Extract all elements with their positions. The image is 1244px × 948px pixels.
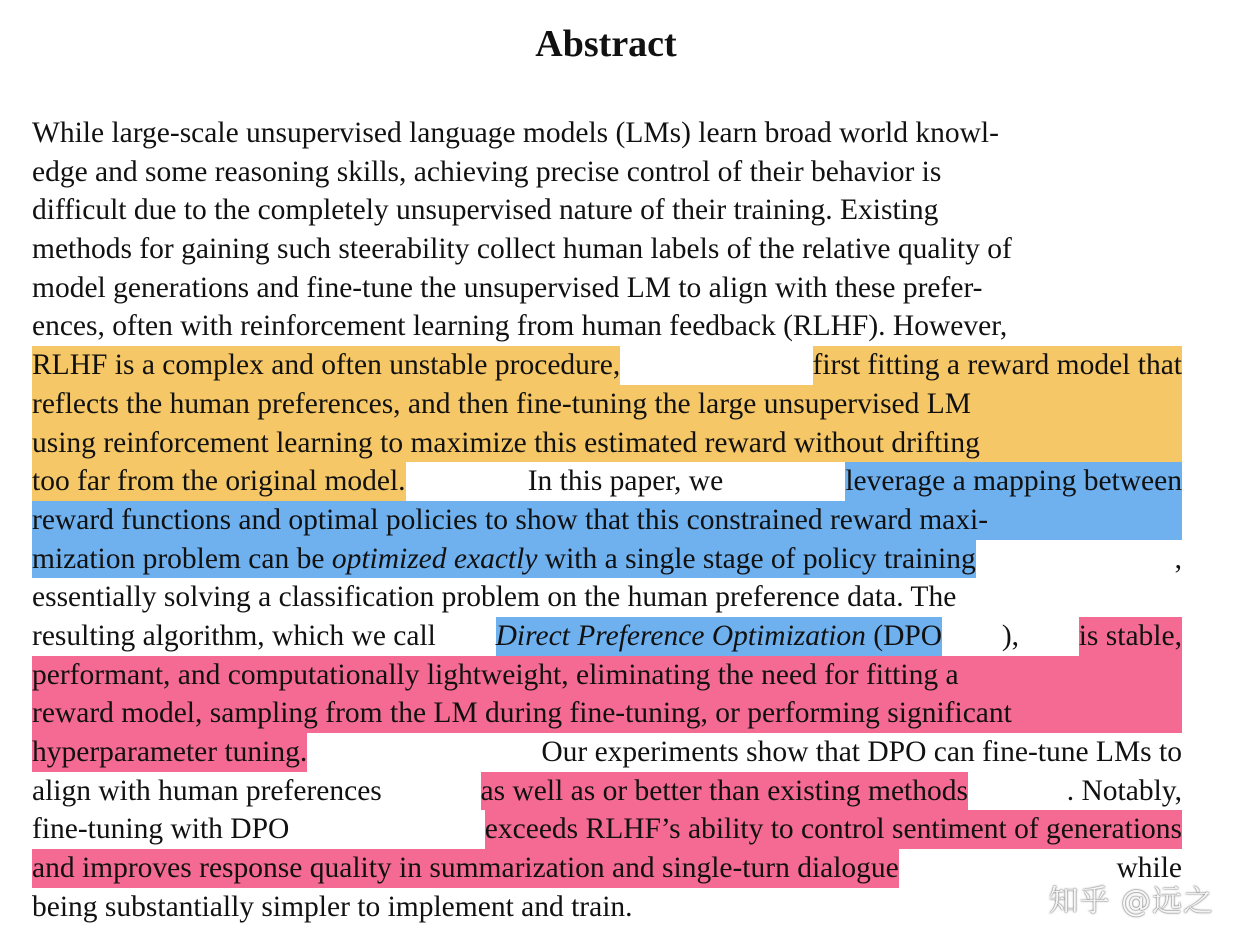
abstract-body: [32, 114, 1182, 926]
text-segment: mization problem can be: [32, 542, 325, 575]
highlight-yellow: first fitting a reward model that: [813, 346, 1182, 385]
text-segment: reflects the human preferences, and then fine-tuning the large unsupervised LM: [32, 387, 972, 420]
text-line: [32, 733, 1182, 772]
text-segment: fine-tuning with DPO: [32, 813, 290, 846]
text-line-highlight-yellow: [32, 385, 1182, 424]
text-segment: being substantially simpler to implement and train.: [32, 890, 633, 923]
highlight-blue: [496, 617, 943, 656]
highlight-pink: hyperparameter tuning.: [32, 733, 307, 772]
highlight-yellow: too far from the original model.: [32, 462, 406, 501]
text-segment: ences, often with reinforcement learning from human feedback (RLHF). However,: [32, 310, 1008, 343]
text-segment: reward functions and optimal policies to show that this constrained reward maxi-: [32, 503, 989, 536]
text-line-highlight-blue: [32, 501, 1182, 540]
text-segment: (DPO: [873, 619, 943, 652]
text-line: [32, 269, 1182, 308]
text-segment: with a single stage of policy training: [544, 542, 976, 575]
highlight-pink: is stable,: [1079, 617, 1182, 656]
italic-text: Direct Preference Optimization: [495, 619, 866, 652]
highlight-blue: [32, 540, 976, 579]
highlight-pink: as well as or better than existing methods: [481, 772, 968, 811]
text-line-highlight-pink: [32, 656, 1182, 695]
text-segment: performant, and computationally lightweight, eliminating the need for fitting a: [32, 658, 959, 691]
text-line: [32, 307, 1182, 346]
text-segment: essentially solving a classification problem on the human preference data. The: [32, 581, 957, 614]
highlight-pink: exceeds RLHF’s ability to control sentiment of generations: [485, 810, 1182, 849]
text-segment: While large-scale unsupervised language models (LMs) learn broad world knowl-: [32, 117, 999, 149]
text-segment: ),: [1001, 619, 1020, 652]
text-segment: model generations and fine-tune the unsupervised LM to align with these prefer-: [32, 271, 983, 304]
text-line: [32, 849, 1182, 888]
text-segment: using reinforcement learning to maximize this estimated reward without drifting: [32, 426, 980, 459]
text-line: [32, 772, 1182, 811]
text-line-highlight-pink: [32, 694, 1182, 733]
text-line: [32, 617, 1182, 656]
text-line: [32, 540, 1182, 579]
text-segment: while: [1116, 852, 1182, 885]
text-line: [32, 578, 1182, 617]
text-line: [32, 153, 1182, 192]
text-segment: align with human preferences: [32, 774, 382, 807]
text-line: [32, 114, 1182, 153]
highlight-blue: leverage a mapping between: [845, 462, 1182, 501]
text-line: [32, 230, 1182, 269]
text-line: [32, 810, 1182, 849]
abstract-title: Abstract: [535, 23, 677, 65]
watermark-text: 知乎 @远之: [1048, 884, 1214, 919]
text-line-highlight-yellow: [32, 424, 1182, 463]
text-segment: difficult due to the completely unsupervised nature of their training. Existing: [32, 194, 939, 227]
highlight-pink: and improves response quality in summarization and single-turn dialogue: [32, 849, 899, 888]
italic-text: optimized exactly: [331, 542, 538, 575]
text-segment: reward model, sampling from the LM during fine-tuning, or performing significant: [32, 697, 1012, 730]
text-segment: ,: [1174, 542, 1182, 575]
text-segment: resulting algorithm, which we call: [32, 619, 436, 652]
text-line: [32, 191, 1182, 230]
text-line: [32, 888, 1182, 927]
text-segment: In this paper, we: [527, 465, 724, 498]
text-line: [32, 346, 1182, 385]
text-segment: edge and some reasoning skills, achieving precise control of their behavior is: [32, 155, 942, 188]
text-segment: Our experiments show that DPO can fine-tune LMs to: [541, 736, 1182, 768]
text-line: [32, 462, 1182, 501]
text-segment: methods for gaining such steerability collect human labels of the relative quality of: [32, 233, 1012, 266]
text-segment: . Notably,: [1066, 774, 1182, 807]
highlight-yellow: RLHF is a complex and often unstable procedure,: [32, 346, 620, 385]
